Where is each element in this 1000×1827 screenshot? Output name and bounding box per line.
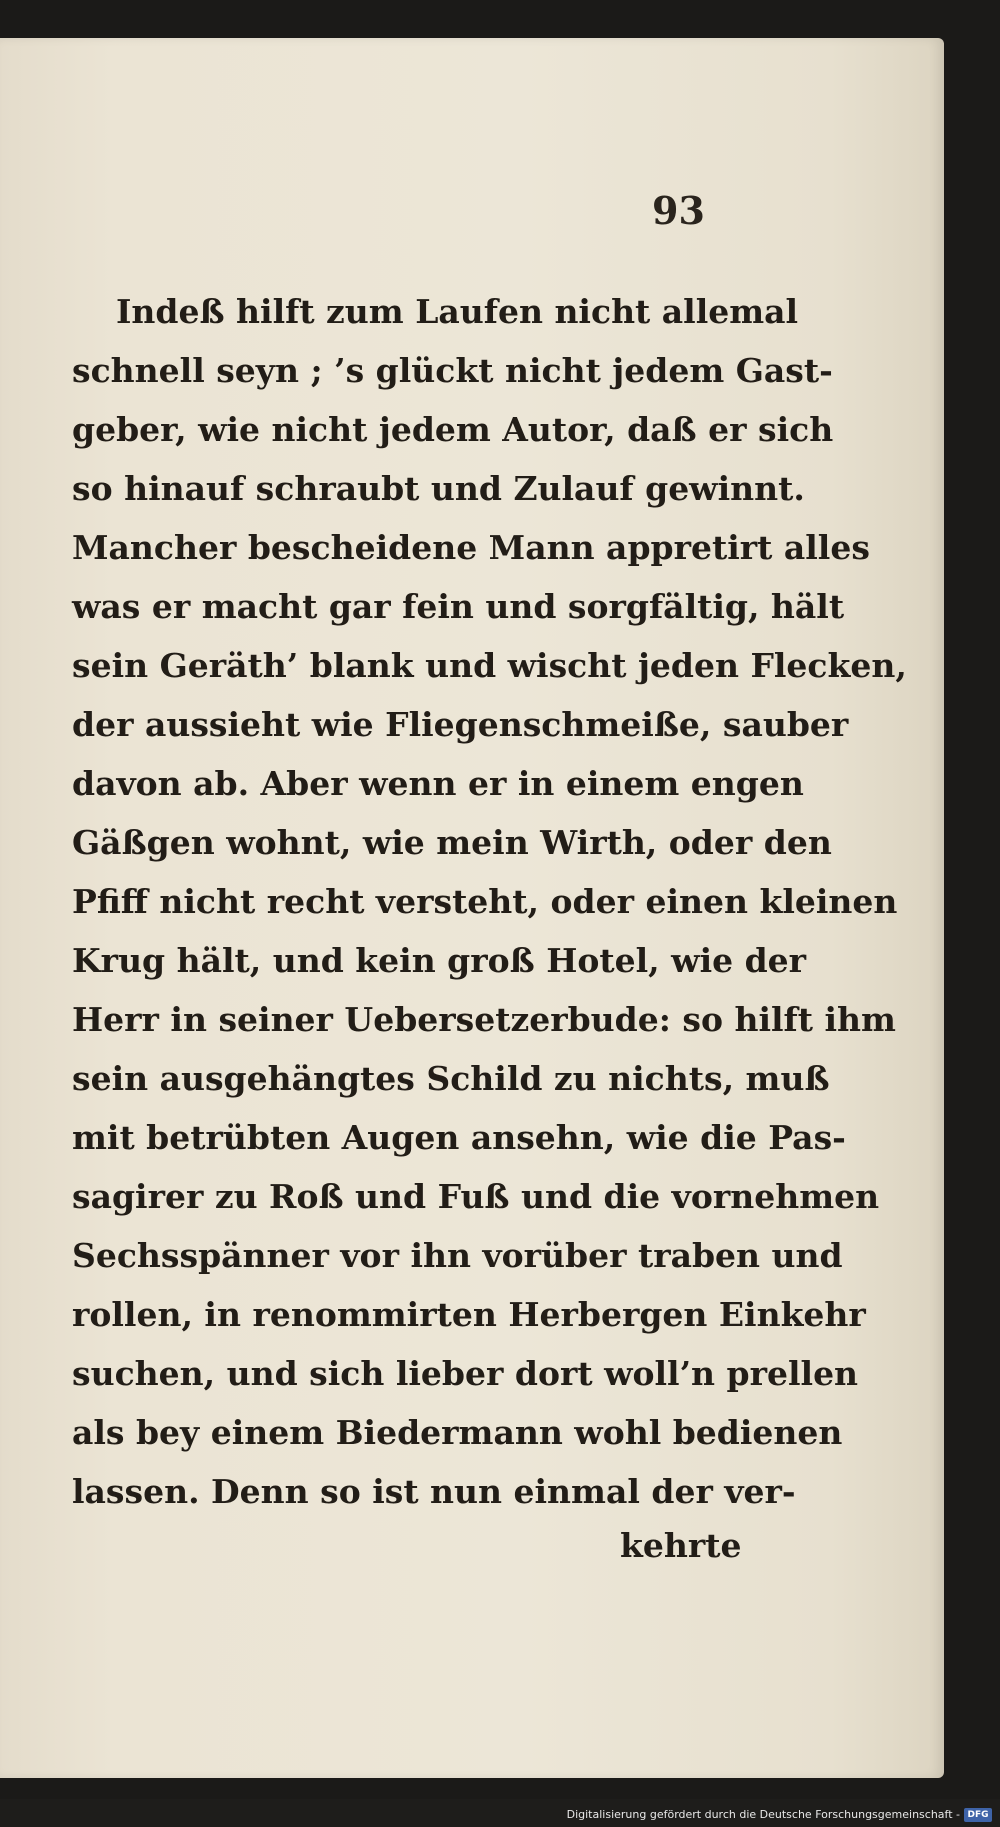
text-line: sagirer zu Roß und Fuß und die vornehmen (72, 1177, 880, 1216)
text-line: rollen, in renommirten Herbergen Einkehr (72, 1295, 866, 1334)
text-line: Gäßgen wohnt, wie mein Wirth, oder den (72, 823, 832, 862)
text-line: geber, wie nicht jedem Autor, daß er sich (72, 410, 834, 449)
text-line: als bey einem Biedermann wohl bedienen (72, 1413, 843, 1452)
page-number: 93 (652, 188, 705, 233)
text-line: Indeß hilft zum Laufen nicht allemal (116, 292, 799, 331)
text-line: suchen, und sich lieber dort woll’n prellen (72, 1354, 859, 1393)
text-line: davon ab. Aber wenn er in einem engen (72, 764, 804, 803)
footer-credit: Digitalisierung gefördert durch die Deutsche Forschungsgemeinschaft - (566, 1808, 960, 1821)
body-text (72, 282, 907, 1521)
text-line: der aussieht wie Fliegenschmeiße, sauber (72, 705, 849, 744)
book-page (0, 38, 944, 1778)
text-line: schnell seyn ; ’s glückt nicht jedem Gast- (72, 351, 833, 390)
text-line: mit betrübten Augen ansehn, wie die Pas- (72, 1118, 846, 1157)
text-line: lassen. Denn so ist nun einmal der ver- (72, 1472, 796, 1511)
text-line: Mancher bescheidene Mann appretirt alles (72, 528, 870, 567)
text-line: sein ausgehängtes Schild zu nichts, muß (72, 1059, 830, 1098)
footer-bar (0, 1799, 1000, 1827)
catchword: kehrte (620, 1526, 742, 1565)
text-line: Krug hält, und kein groß Hotel, wie der (72, 941, 807, 980)
text-line: Herr in seiner Uebersetzerbude: so hilft ihm (72, 1000, 896, 1039)
text-line: sein Geräth’ blank und wischt jeden Flecken, (72, 646, 907, 685)
text-line: Pfiff nicht recht versteht, oder einen kleinen (72, 882, 898, 921)
dfg-logo-icon: DFG (964, 1808, 992, 1822)
text-line: so hinauf schraubt und Zulauf gewinnt. (72, 469, 805, 508)
text-line: Sechsspänner vor ihn vorüber traben und (72, 1236, 843, 1275)
text-line: was er macht gar fein und sorgfältig, hält (72, 587, 845, 626)
